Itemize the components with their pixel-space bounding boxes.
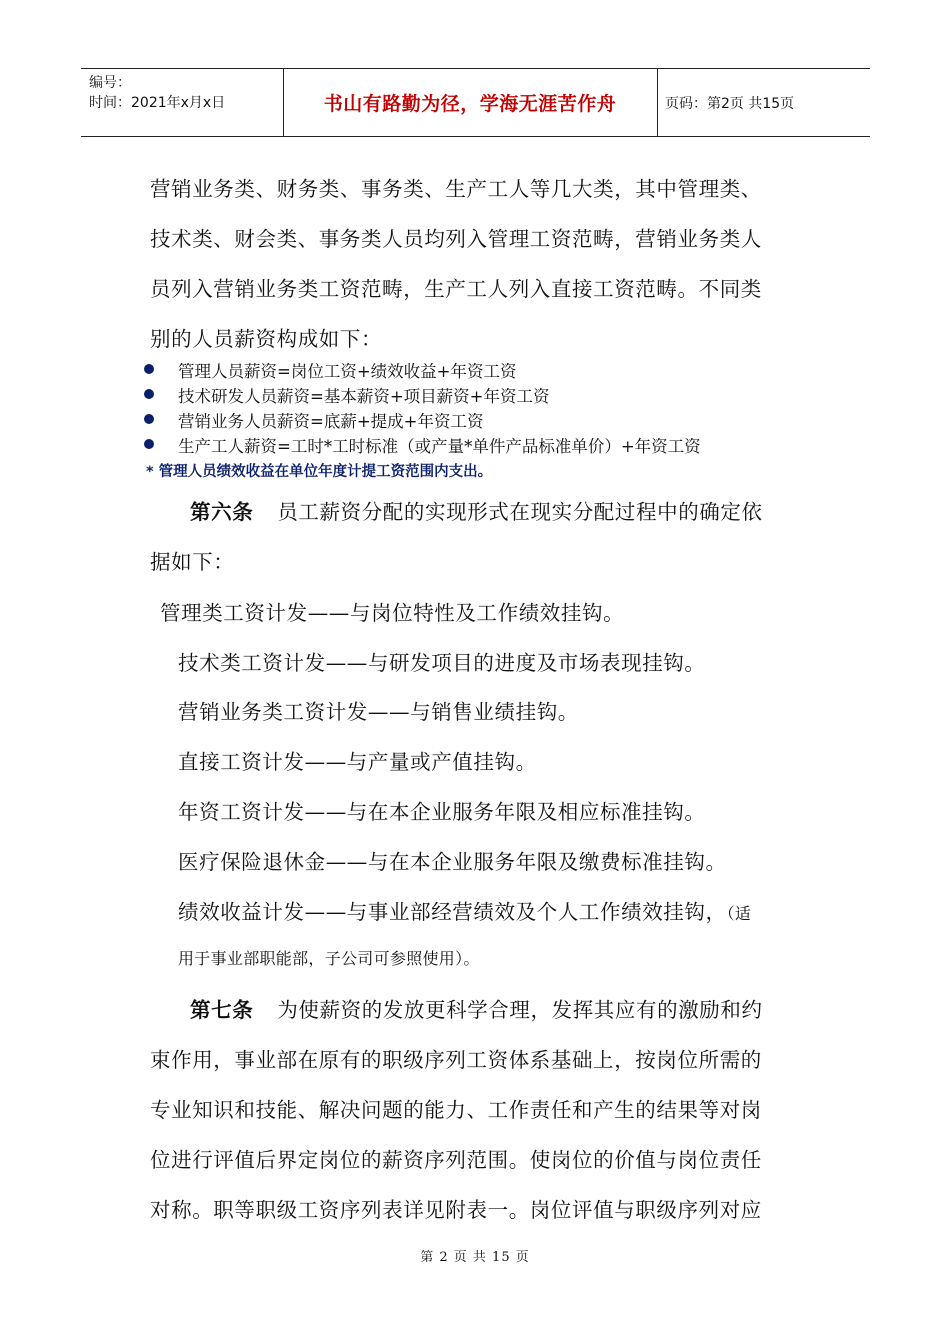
salary-note: * 管理人员绩效收益在单位年度计提工资范围内支出。 [146, 464, 493, 480]
bullet-dot-icon [144, 439, 154, 449]
pay-rule-item: 技术类工资计发——与研发项目的进度及市场表现挂钩。 [178, 651, 706, 675]
intro-line: 别的人员薪资构成如下： [150, 327, 383, 351]
article-6-label: 第六条 [190, 500, 254, 524]
header-divider [657, 69, 658, 136]
doc-time: 时间：2021年x月x日 [89, 95, 226, 111]
article-7-line1: 第七条 为使薪资的发放更科学合理，发挥其应有的激励和约 [190, 998, 763, 1022]
bullet-dot-icon [144, 364, 154, 374]
bullet-dot-icon [144, 389, 154, 399]
article-7-line: 位进行评值后界定岗位的薪资序列范围。使岗位的价值与岗位责任 [150, 1148, 762, 1172]
article-7-line: 专业知识和技能、解决问题的能力、工作责任和产生的结果等对岗 [150, 1098, 762, 1122]
article-7-label: 第七条 [190, 998, 254, 1022]
page-header [81, 68, 870, 137]
article-6-line2: 据如下： [150, 550, 235, 574]
pay-rule-item: 直接工资计发——与产量或产值挂钩。 [178, 750, 537, 774]
pay-rule-item: 年资工资计发——与在本企业服务年限及相应标准挂钩。 [178, 800, 706, 824]
article-7-line: 束作用，事业部在原有的职级序列工资体系基础上，按岗位所需的 [150, 1048, 762, 1072]
header-meta [89, 73, 225, 113]
pay-rule-item-continuation: 用于事业部职能部，子公司可参照使用）。 [178, 949, 480, 968]
header-page-info: 页码：第2页 共15页 [665, 95, 795, 112]
bullet-dot-icon [144, 414, 154, 424]
pay-rule-item: 管理类工资计发——与岗位特性及工作绩效挂钩。 [160, 601, 625, 625]
header-motto: 书山有路勤为径，学海无涯苦作舟 [323, 93, 617, 115]
article-7-line: 对称。职等职级工资序列表详见附表一。岗位评值与职级序列对应 [150, 1198, 762, 1222]
intro-line: 技术类、财会类、事务类人员均列入管理工资范畴，营销业务类人 [150, 227, 762, 251]
page-footer: 第 2 页 共 15 页 [420, 1250, 530, 1265]
article-6-line1: 第六条 员工薪资分配的实现形式在现实分配过程中的确定依 [190, 500, 763, 524]
pay-rule-item: 绩效收益计发——与事业部经营绩效及个人工作绩效挂钩，（适 [178, 900, 752, 924]
intro-line: 营销业务类、财务类、事务类、生产工人等几大类，其中管理类、 [150, 177, 762, 201]
pay-rule-item: 医疗保险退休金——与在本企业服务年限及缴费标准挂钩。 [178, 850, 727, 874]
doc-code: 编号： [89, 75, 131, 91]
pay-rule-item: 营销业务类工资计发——与销售业绩挂钩。 [178, 700, 579, 724]
intro-line: 员列入营销业务类工资范畴，生产工人列入直接工资范畴。不同类 [150, 277, 762, 301]
